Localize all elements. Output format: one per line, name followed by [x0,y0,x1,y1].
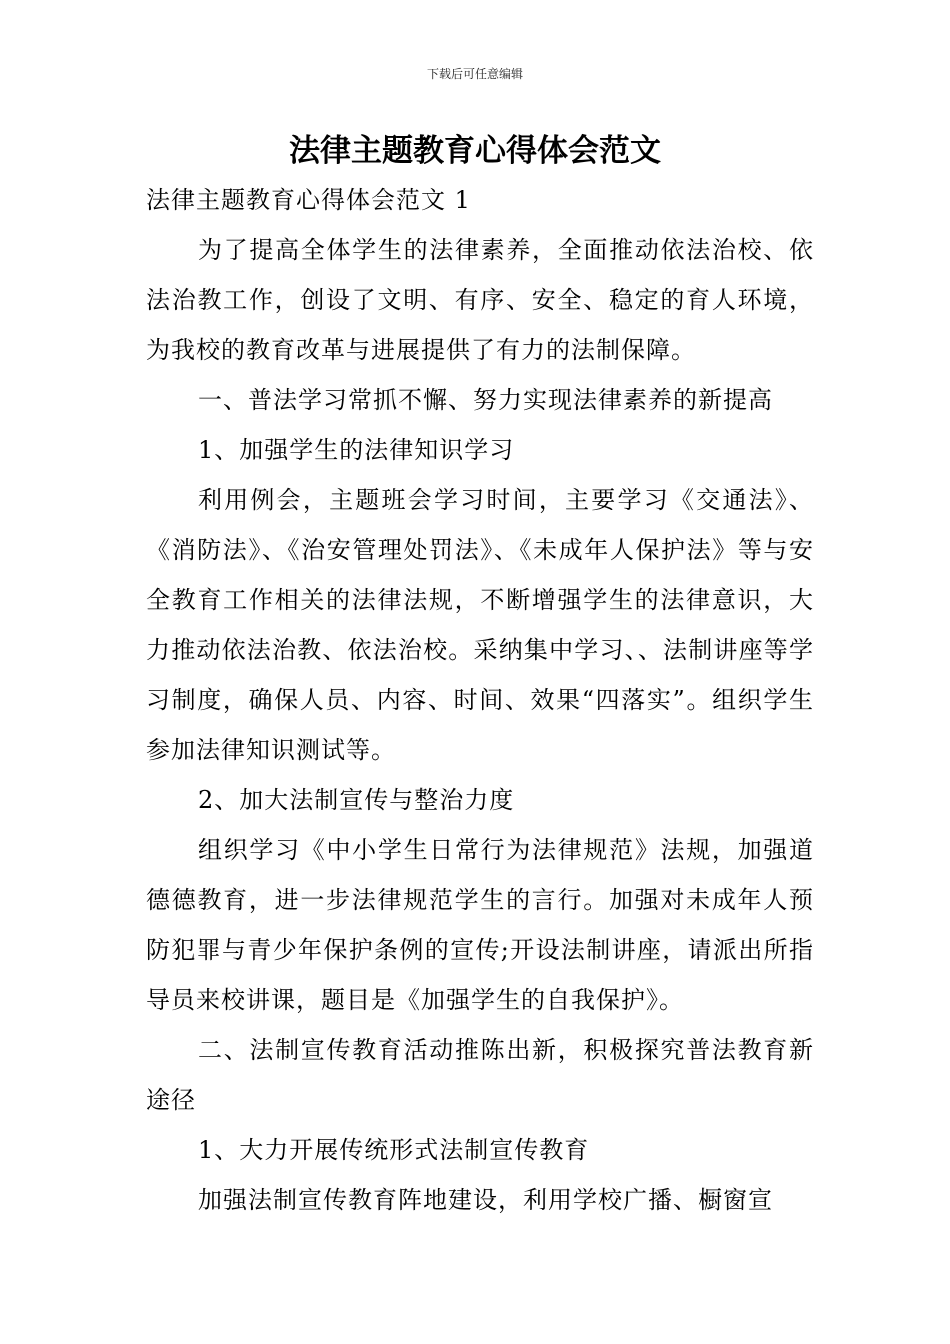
sub-heading: 1、加强学生的法律知识学习 [198,436,515,464]
document-title: 法律主题教育心得体会范文 [289,133,661,169]
paragraph: 加强法制宣传教育阵地建设，利用学校广播、橱窗宣 [198,1186,773,1214]
paragraph: 组织学习《中小学生日常行为法律规范》法规，加强道德德教育，进一步法律规范学生的言行。加强对未成年人预防犯罪与青少年保护条例的宣传;开设法制讲座，请派出所指导员来校讲课，题目是《加强学生的自我保护》。 [146,836,814,1014]
section-subtitle: 法律主题教育心得体会范文 1 [146,186,471,214]
sub-heading: 2、加大法制宣传与整治力度 [198,786,515,814]
paragraph: 为了提高全体学生的法律素养，全面推动依法治校、依法治教工作，创设了文明、有序、安全、稳定的育人环境，为我校的教育改革与进展提供了有力的法制保障。 [146,236,814,364]
header-note: 下载后可任意编辑 [426,67,523,81]
section-heading: 一、普法学习常抓不懈、努力实现法律素养的新提高 [198,386,773,414]
sub-heading: 1、大力开展传统形式法制宣传教育 [198,1136,590,1164]
paragraph: 利用例会，主题班会学习时间，主要学习《交通法》、《消防法》、《治安管理处罚法》、《未成年人保护法》等与安全教育工作相关的法律法规，不断增强学生的法律意识，大力推动依法治教、依法治校。采纳集中学习、、法制讲座等学习制度，确保人员、内容、时间、效果“四落实”。组织学生参加法律知识测试等。 [146,486,814,764]
document-body [146,175,814,1225]
section-heading: 二、法制宣传教育活动推陈出新，积极探究普法教育新途径 [146,1036,814,1114]
